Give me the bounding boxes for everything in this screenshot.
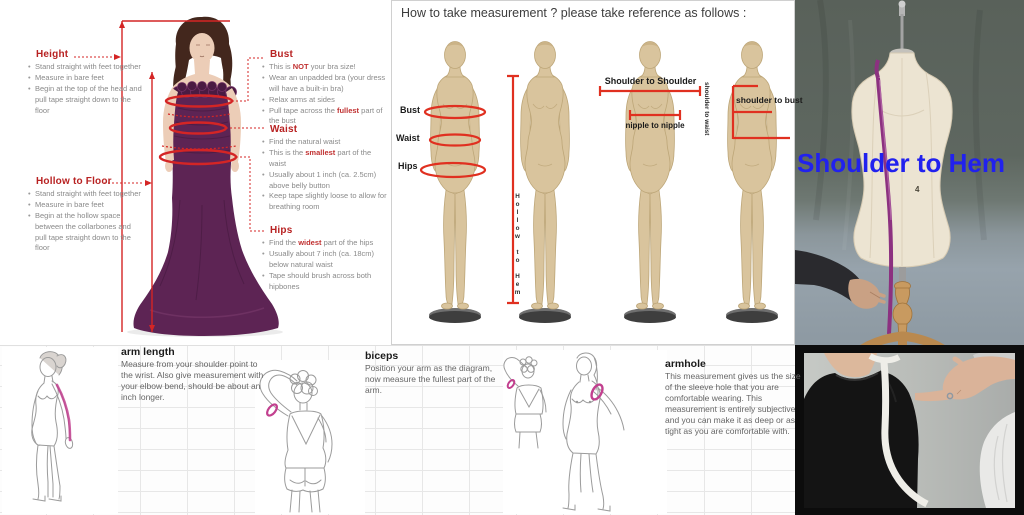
hips-bullets: [261, 238, 389, 292]
bust-bullets: [261, 62, 389, 127]
bust-title: Bust: [270, 49, 294, 60]
bullet: • This is NOT your bra size!: [261, 62, 389, 73]
mannequin1-bust-label: Bust: [400, 105, 420, 115]
bullet: • Measure in bare feet: [27, 200, 143, 211]
shoulder-to-shoulder-label: Shoulder to Shoulder: [604, 76, 697, 86]
bullet: • Keep tape slightly loose to allow for breathing room: [261, 191, 389, 213]
shoulder-to-bust-label: shoulder to bust: [736, 95, 803, 105]
bullet: • Wear an unpadded bra (your dress will have a built-in bra): [261, 73, 389, 95]
bullet: • Pull tape across the fullest part of the bust: [261, 106, 389, 128]
hips-title: Hips: [270, 225, 293, 236]
biceps-title: biceps: [365, 350, 399, 362]
bullet: • Relax arms at sides: [261, 95, 389, 106]
hollow-to-floor-bullets: [27, 189, 143, 254]
arm-length-description: Measure from your shoulder point to the wrist. Also give measurement with your elbow bend, should be about an inch longer.: [121, 359, 264, 403]
bullet: • Tape should brush across both hipbones: [261, 271, 389, 293]
dress-form-size-label: 4: [915, 185, 920, 194]
biceps-description: Position your arm as the diagram, now measure the fullest part of the arm.: [365, 363, 496, 396]
armhole-description: This measurement gives us the size of the sleeve hole that you are comfortable wearing. This measurement is entirely subjective and you can make it as deep or as tight as you are comfortable with.: [665, 371, 801, 437]
bullet: • Stand straight with feet together: [27, 189, 143, 200]
bullet: • Measure in bare feet: [27, 73, 143, 84]
dress-model-illustration: [127, 17, 283, 337]
height-title: Height: [36, 49, 69, 60]
nipple-to-nipple-label: nipple to nipple: [625, 121, 685, 130]
waist-title: Waist: [270, 124, 298, 135]
bullet: • Begin at the hollow space between the collarbones and pull tape straight down to the floor: [27, 211, 143, 255]
hollow-to-floor-title: Hollow to Floor: [36, 176, 112, 187]
bullet: • Usually about 7 inch (ca. 18cm) below natural waist: [261, 249, 389, 271]
armhole-title: armhole: [665, 358, 706, 370]
bullet: • Find the natural waist: [261, 137, 389, 148]
mannequin1-hips-label: Hips: [398, 161, 418, 171]
bullet: • This is the smallest part of the waist: [261, 148, 389, 170]
arm-length-title: arm length: [121, 346, 175, 358]
waist-bullets: [261, 137, 389, 213]
armhole-photo: [795, 345, 1024, 515]
bullet: • Usually about 1 inch (ca. 2.5cm) above belly button: [261, 170, 389, 192]
middle-panel-header: How to take measurement ? please take reference as follows :: [401, 6, 747, 20]
bullet: • Begin at the top of the head and pull tape straight down to the floor: [27, 84, 143, 117]
bullet: • Find the widest part of the hips: [261, 238, 389, 249]
bullet: • Stand straight with feet together: [27, 62, 143, 73]
hollow-to-hem-label: Hollow to Hem: [514, 193, 521, 297]
shoulder-to-hem-caption: Shoulder to Hem: [797, 148, 1006, 178]
mannequin1-waist-label: Waist: [396, 133, 420, 143]
shoulder-to-waist-label: shoulder to waist: [703, 82, 710, 136]
height-bullets: [27, 62, 143, 116]
